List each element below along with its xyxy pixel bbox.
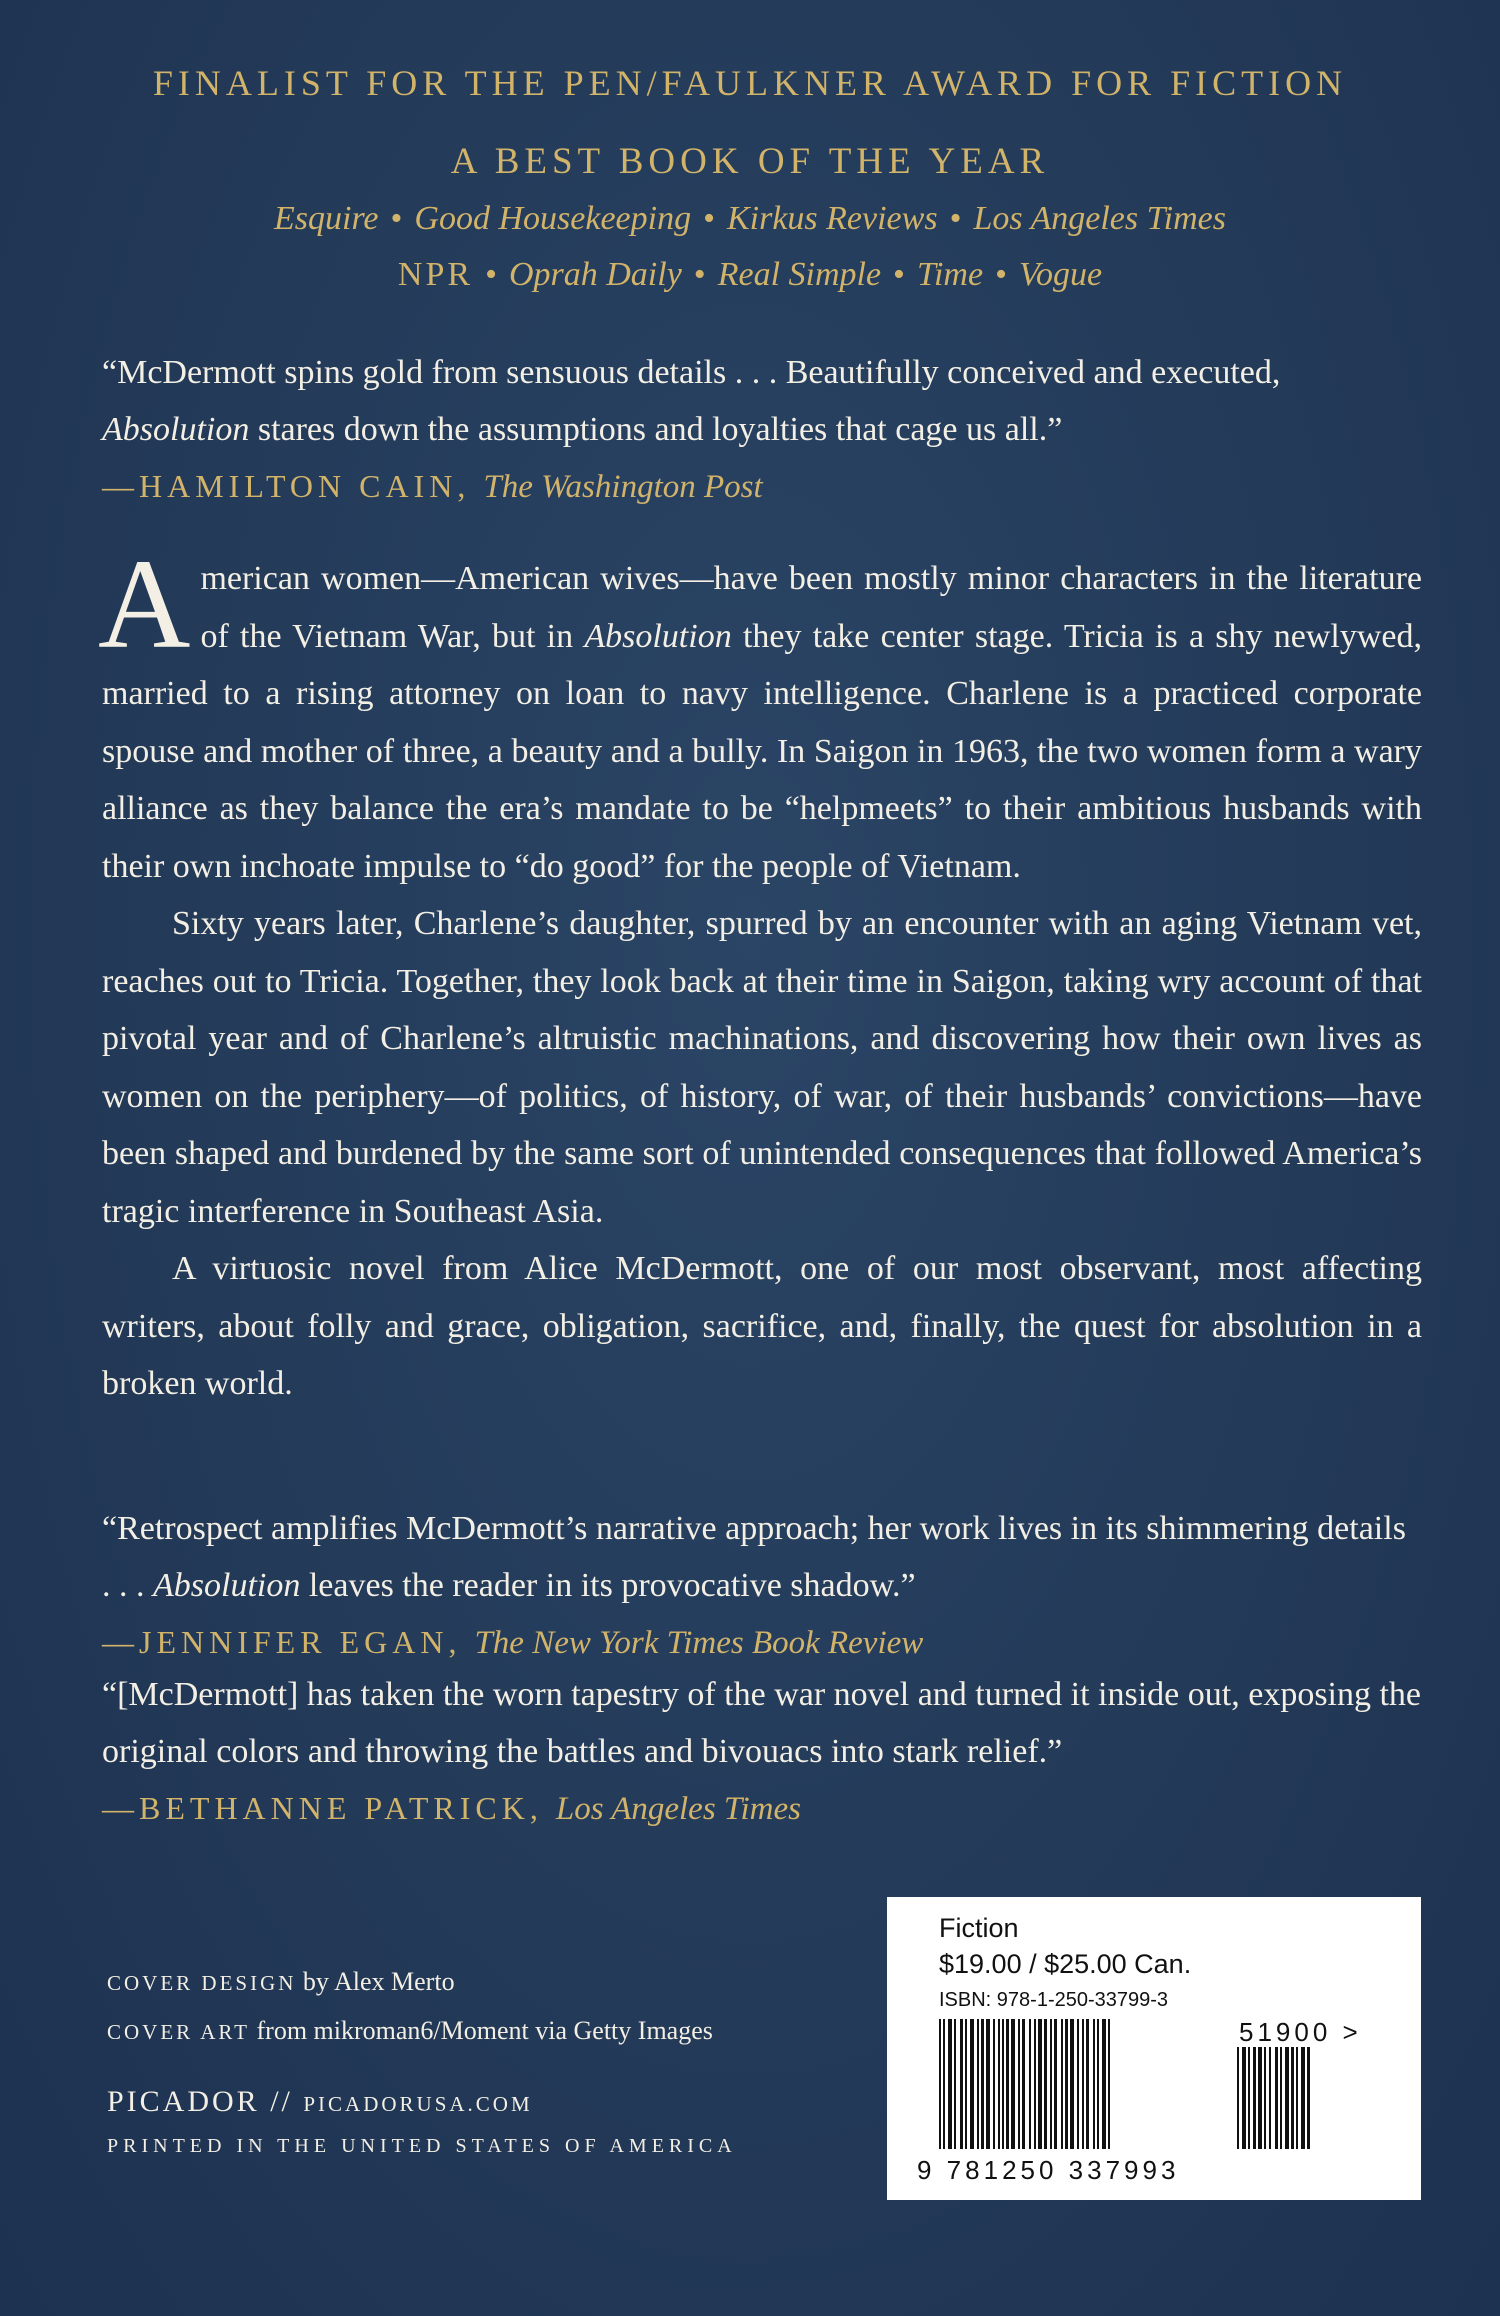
- cover-design-credit: [107, 1958, 737, 2007]
- description-paragraph-1: [98, 533, 1423, 895]
- publication-name: Los Angeles Times: [555, 1791, 801, 1827]
- reviewer-name: —BETHANNE PATRICK,: [102, 1790, 556, 1826]
- cover-credits: [107, 1958, 737, 2164]
- barcode-bar: [1258, 2047, 1262, 2149]
- barcode-bar: [1054, 2019, 1057, 2149]
- barcode-bar: [1242, 2047, 1246, 2149]
- barcode-bar: [1082, 2019, 1084, 2149]
- quote-line: “Retrospect amplifies McDermott’s narrative approach; her work lives in its shimmering details . . .: [102, 1510, 1406, 1604]
- barcode-bar: [1002, 2019, 1004, 2149]
- credit-value: from mikroman6/Moment via Getty Images: [250, 2016, 713, 2045]
- category-label: Fiction: [939, 1913, 1019, 1943]
- bullet-separator: •: [949, 200, 962, 237]
- quote-text: [102, 344, 1422, 458]
- publication-list-row-1: [0, 191, 1500, 247]
- barcode-bar: [1097, 2019, 1099, 2149]
- isbn-barcode: [939, 2019, 1209, 2149]
- bullet-separator: •: [893, 256, 905, 293]
- credit-label: COVER DESIGN: [107, 1971, 297, 1995]
- publisher-line: [107, 2078, 737, 2128]
- barcode-bar: [970, 2019, 974, 2149]
- barcode-bar: [1018, 2019, 1020, 2149]
- publication-name: Real Simple: [717, 256, 882, 293]
- barcode-bar: [1248, 2047, 1250, 2149]
- barcode-bar: [1065, 2019, 1068, 2149]
- quote-line: “McDermott spins gold from sensuous details . . . Beautifully conceived and executed,: [102, 354, 1281, 391]
- description-paragraph-2: Sixty years later, Charlene’s daughter, spurred by an encounter with an aging Vietnam vet, reaches out to Tricia. Together, they look back at their time in Saigon, taking wry account of that pivotal year and of Charlene’s altruistic machinations, and discovering how their own lives as women on the periphery—of politics, of history, of war, of their husbands’ convictions—have been shaped and burdened by the same sort of unintended consequences that followed America’s tragic interference in Southeast Asia.: [102, 905, 1422, 1230]
- award-header: [0, 55, 1500, 303]
- publication-name: Esquire: [274, 200, 379, 237]
- book-title: Absolution: [584, 617, 732, 655]
- barcode-bar: [1269, 2047, 1271, 2149]
- barcode-bar: [998, 2019, 1000, 2149]
- publication-name: Kirkus Reviews: [726, 200, 938, 237]
- barcode-bar: [1264, 2047, 1266, 2149]
- barcode-bar: [1061, 2019, 1063, 2149]
- quote-line: leaves the reader in its provocative shadow.”: [300, 1567, 916, 1604]
- barcode-bar: [1275, 2047, 1278, 2149]
- printed-in-line: PRINTED IN THE UNITED STATES OF AMERICA: [107, 2135, 737, 2157]
- barcode-bar: [1006, 2019, 1009, 2149]
- barcode-bar: [1291, 2047, 1294, 2149]
- quote-text: [102, 1500, 1422, 1614]
- quote-attribution: [102, 1614, 1422, 1672]
- quote-attribution: [102, 1780, 1422, 1838]
- publication-name: Good Housekeeping: [414, 200, 692, 237]
- barcode-bar: [993, 2019, 995, 2149]
- barcode-bar: [1034, 2019, 1036, 2149]
- price-addon-barcode: [1237, 2047, 1343, 2149]
- bullet-separator: •: [703, 200, 715, 237]
- barcode-bar: [939, 2019, 941, 2149]
- credit-value: by Alex Merto: [296, 1967, 455, 1996]
- credit-label: COVER ART: [107, 2020, 251, 2044]
- quote-line: stares down the assumptions and loyalties that cage us all.”: [249, 411, 1063, 448]
- barcode-bar: [1077, 2019, 1079, 2149]
- barcode-bar: [1011, 2019, 1015, 2149]
- publication-list-row-2: [0, 247, 1500, 303]
- publication-name: Los Angeles Times: [973, 200, 1226, 237]
- book-title: Absolution: [102, 411, 250, 448]
- barcode-bar: [977, 2019, 979, 2149]
- review-quote-la-times: [102, 1666, 1422, 1838]
- review-quote-nyt: [102, 1500, 1422, 1672]
- reviewer-name: —JENNIFER EGAN,: [102, 1624, 475, 1660]
- quote-text: “[McDermott] has taken the worn tapestry of the war novel and turned it inside out, exposing the original colors and throwing the battles and bivouacs into stark relief.”: [102, 1676, 1422, 1770]
- paragraph-text: they take center stage. Tricia is a shy newlywed, married to a rising attorney on loan to navy intelligence. Charlene is a practiced corporate spouse and mother of three, a beauty and a bully. In Saigon in 1963, the two women form a wary alliance as they balance the era’s mandate to be “helpmeets” to their ambitious husbands with their own inchoate impulse to “do good” for the people of Vietnam.: [102, 617, 1423, 885]
- book-description: [98, 533, 1423, 1413]
- publication-name: Oprah Daily: [508, 256, 682, 293]
- barcode-bar: [1285, 2047, 1289, 2149]
- barcode-bar: [1253, 2047, 1256, 2149]
- finalist-line: FINALIST FOR THE PEN/FAULKNER AWARD FOR FICTION: [152, 63, 1348, 103]
- barcode-bar: [1044, 2019, 1047, 2149]
- price-label: $19.00 / $25.00 Can.: [939, 1949, 1192, 1979]
- barcode-bar: [986, 2019, 990, 2149]
- barcode-bar: [1108, 2019, 1110, 2149]
- barcode-bar: [1029, 2019, 1031, 2149]
- barcode-bar: [960, 2019, 963, 2149]
- barcode-bar: [1296, 2047, 1298, 2149]
- barcode-bar: [1280, 2047, 1282, 2149]
- price-addon-number: 51900 >: [1239, 2017, 1362, 2047]
- barcode-bar: [1038, 2019, 1042, 2149]
- barcode-bar: [1102, 2019, 1106, 2149]
- publisher-website: PICADORUSA.COM: [303, 2092, 533, 2116]
- barcode-bar: [948, 2019, 952, 2149]
- publication-name: The New York Times Book Review: [474, 1625, 924, 1661]
- publication-name: Vogue: [1018, 256, 1103, 293]
- review-quote-washington-post: [102, 344, 1422, 516]
- barcode-bar: [1070, 2019, 1074, 2149]
- barcode-bar: [1050, 2019, 1052, 2149]
- book-title: Absolution: [153, 1567, 301, 1604]
- description-paragraph-3: A virtuosic novel from Alice McDermott, one of our most observant, most affecting writers, about folly and grace, obligation, sacrifice, and, finally, the quest for absolution in a broken world.: [102, 1250, 1422, 1402]
- barcode-label: [887, 1897, 1421, 2200]
- publisher-name: PICADOR //: [107, 2085, 304, 2118]
- barcode-bar: [1301, 2047, 1305, 2149]
- best-book-line: A BEST BOOK OF THE YEAR: [450, 141, 1050, 182]
- publication-name: Time: [916, 256, 984, 293]
- bullet-separator: •: [485, 256, 497, 293]
- bullet-separator: •: [693, 256, 706, 293]
- quote-attribution: [102, 458, 1422, 516]
- isbn-label: ISBN: 978-1-250-33799-3: [939, 1989, 1169, 2011]
- publication-name: NPR: [397, 256, 474, 293]
- barcode-bar: [1237, 2047, 1239, 2149]
- barcode-number: 9 781250 337993: [917, 2155, 1180, 2185]
- barcode-bar: [1307, 2047, 1310, 2149]
- paragraph-text: merican women—American wives—have been mostly minor characters in the literature of the Vietnam War, but in: [200, 560, 1422, 655]
- barcode-bar: [943, 2019, 945, 2149]
- barcode-bar: [965, 2019, 967, 2149]
- reviewer-name: —HAMILTON CAIN,: [102, 468, 484, 504]
- cover-art-credit: [107, 2007, 737, 2056]
- barcode-bar: [954, 2019, 956, 2149]
- barcode-bar: [1086, 2019, 1089, 2149]
- drop-cap: A: [98, 533, 191, 675]
- barcode-bar: [981, 2019, 984, 2149]
- barcode-bar: [1022, 2019, 1025, 2149]
- barcode-bar: [1093, 2019, 1095, 2149]
- publication-name: The Washington Post: [483, 469, 763, 505]
- bullet-separator: •: [995, 256, 1007, 293]
- bullet-separator: •: [390, 200, 403, 237]
